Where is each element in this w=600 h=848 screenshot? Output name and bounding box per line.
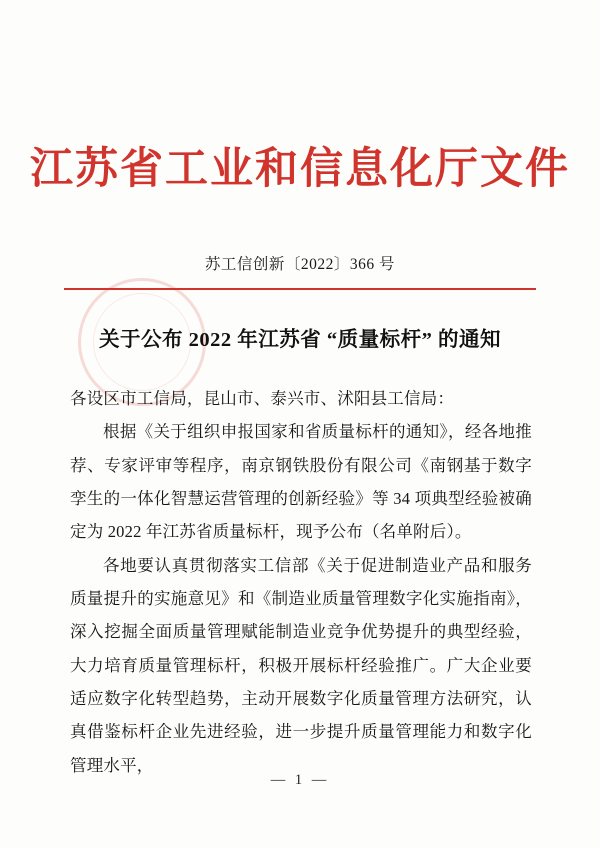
document-number: 苏工信创新〔2022〕366 号	[204, 256, 396, 273]
document-body	[70, 382, 532, 782]
header-divider-rule	[64, 288, 536, 290]
body-paragraph-1: 根据《关于组织申报国家和省质量标杆的通知》，经各地推荐、专家评审等程序，南京钢铁股份有限公司《南钢基于数字孪生的一体化智慧运营管理的创新经验》等 34 项典型经验被确定为 2022 年江苏省质量标杆，现予公布（名单附后）。	[70, 422, 532, 542]
body-paragraph-2: 各地要认真贯彻落实工信部《关于促进制造业产品和服务质量提升的实施意见》和《制造业质量管理数字化实施指南》，深入挖掘全面质量管理赋能制造业竞争优势提升的典型经验，大力培育质量管理标杆，积极开展标杆经验推广。广大企业要适应数字化转型趋势，主动开展数字化质量管理方法研究，认真借鉴标杆企业先进经验，进一步提升质量管理能力和数字化管理水平，	[70, 555, 532, 775]
document-masthead: 江苏省工业和信息化厅文件	[30, 144, 570, 194]
page-number: — 1 —	[270, 772, 330, 788]
document-title: 关于公布 2022 年江苏省 “质量标杆” 的通知	[99, 329, 501, 351]
salutation-line: 各设区市工信局，昆山市、泰兴市、沭阳县工信局：	[70, 389, 455, 408]
